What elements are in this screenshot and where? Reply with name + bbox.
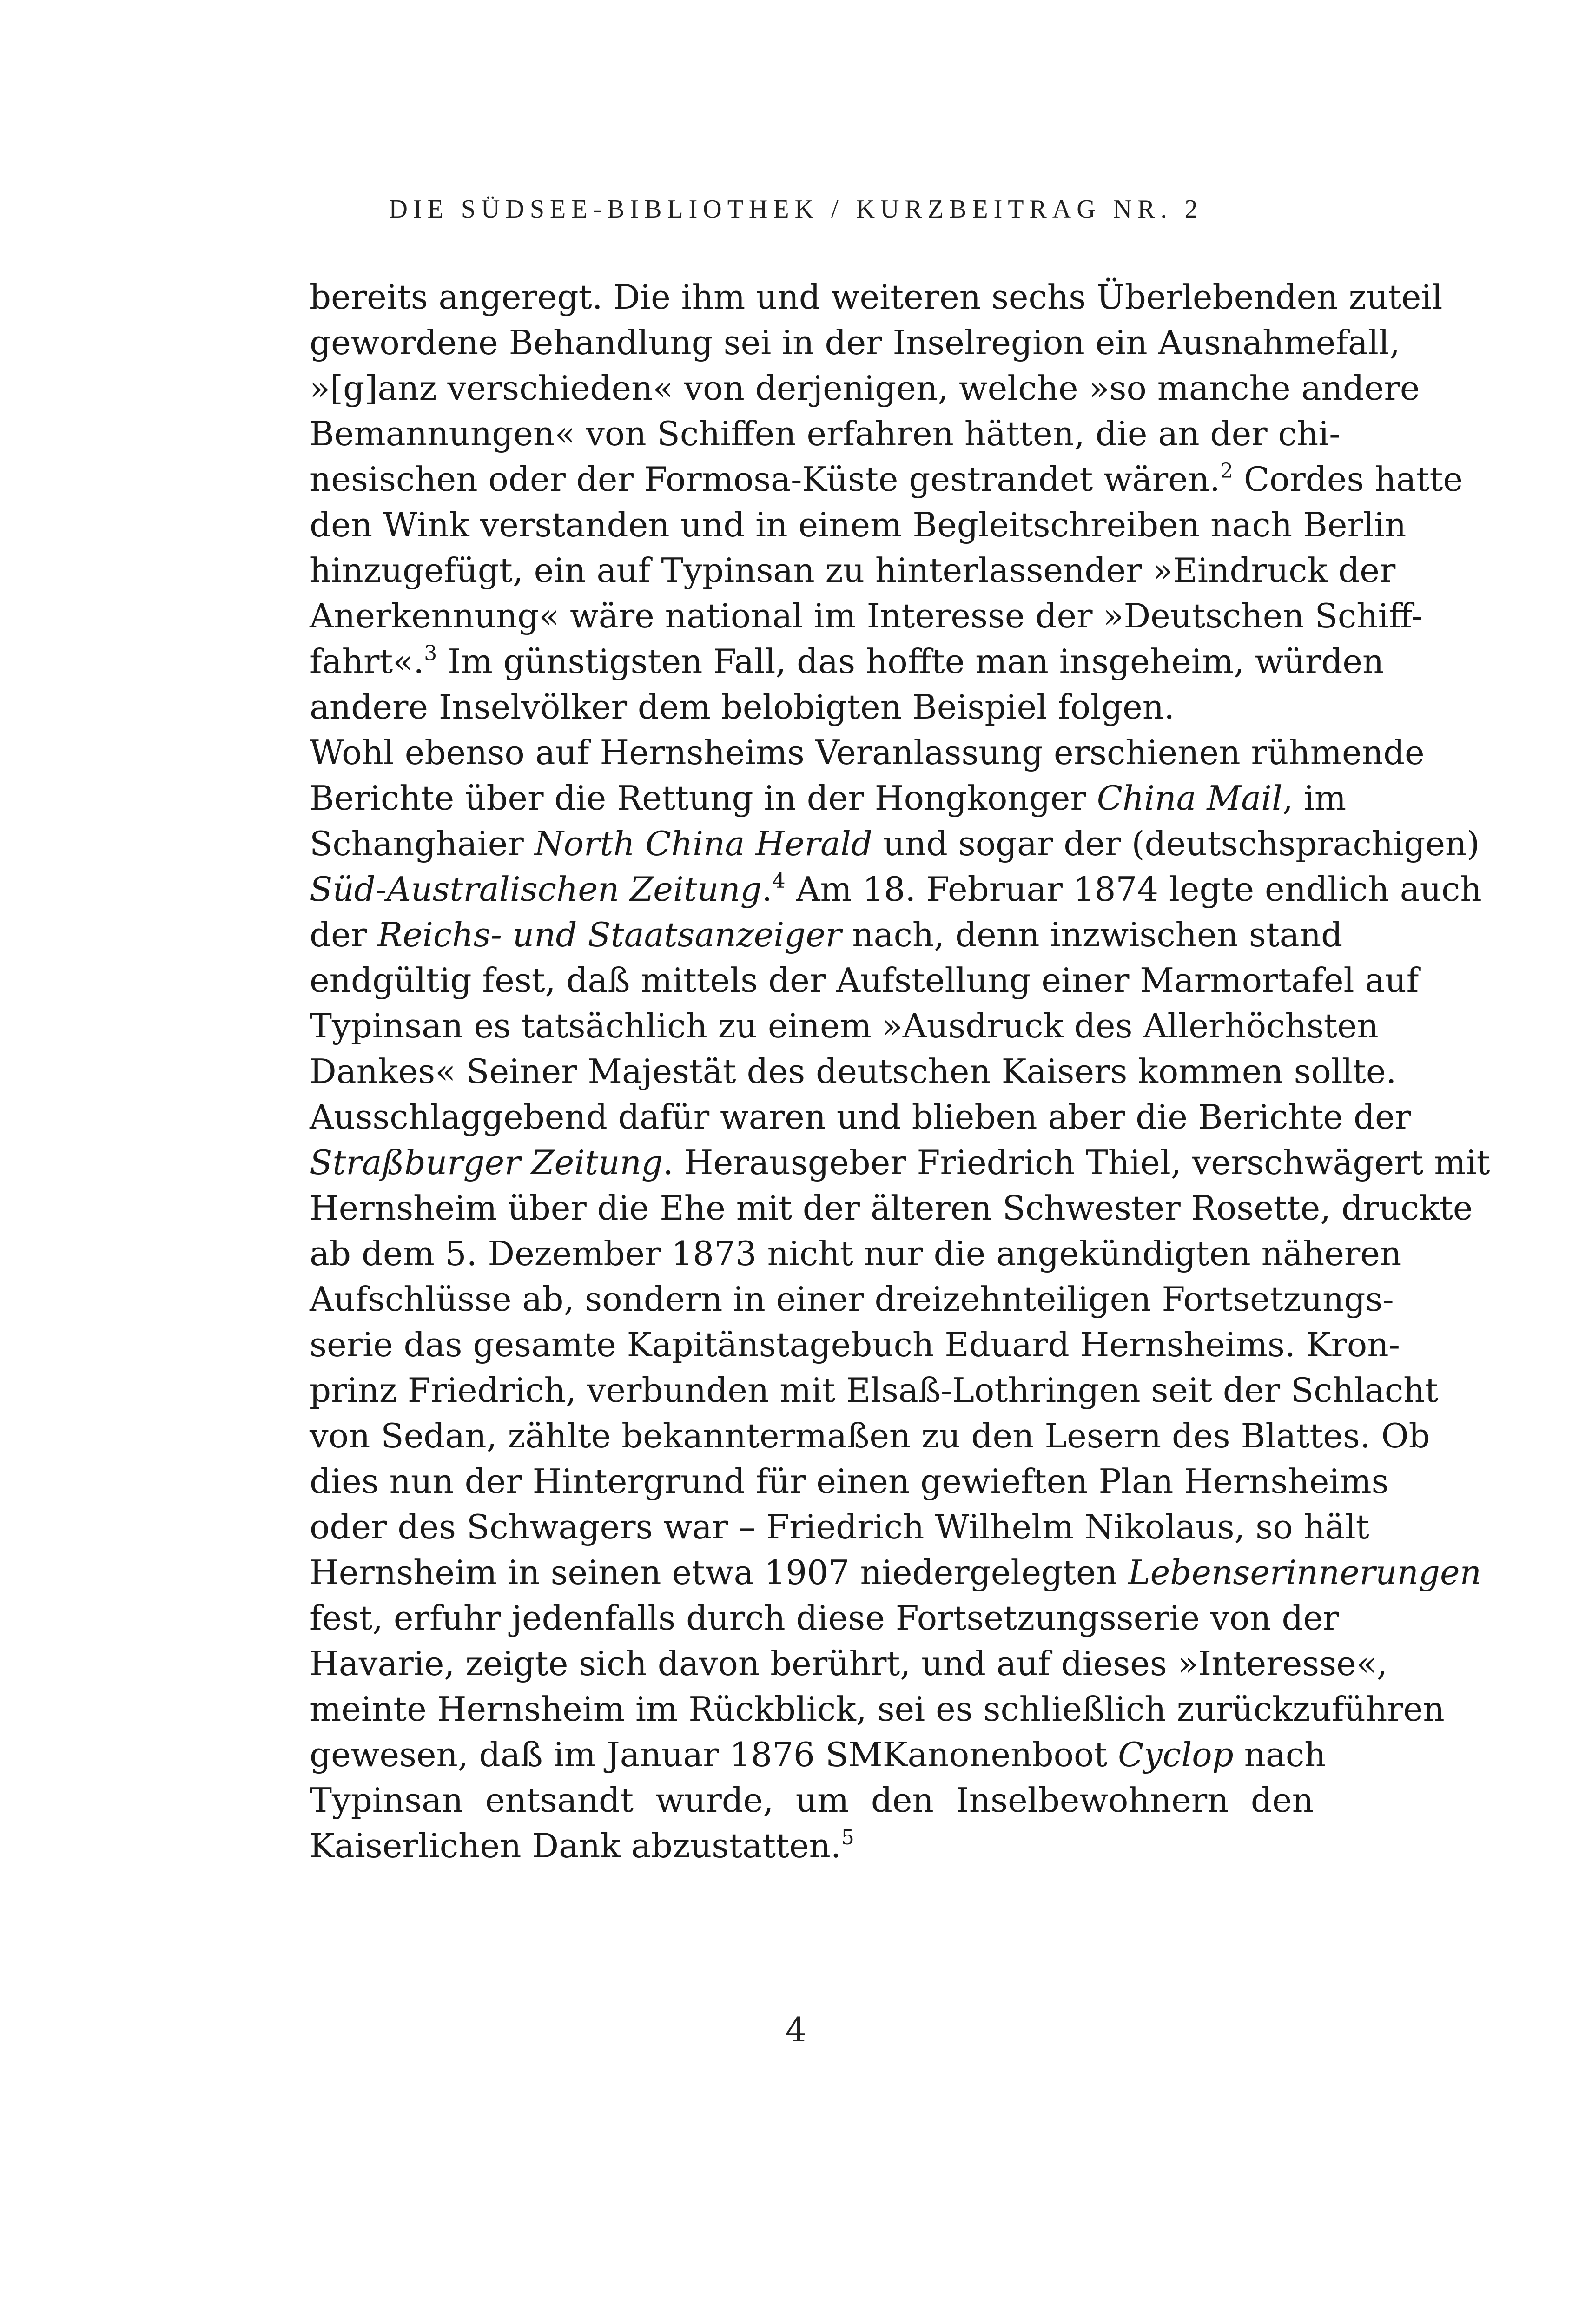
- text-line: [310, 365, 1420, 411]
- text-run: und sogar der (deutschsprachigen): [872, 824, 1480, 863]
- text-line: [310, 1367, 1439, 1413]
- text-line: [310, 1231, 1402, 1276]
- text-run: nesischen oder der Formosa-Küste gestrandet wären.: [310, 460, 1221, 499]
- footnote-marker: 4: [772, 869, 786, 893]
- text-line: [310, 411, 1341, 456]
- text-line: [310, 1322, 1400, 1367]
- text-line: [310, 274, 1443, 320]
- text-run: Dankes« Seiner Majestät des deutschen Kaisers kommen sollte.: [310, 1052, 1397, 1091]
- text-line: [310, 1276, 1394, 1322]
- text-line: [310, 1732, 1326, 1777]
- italic-title: Straßburger Zeitung: [310, 1143, 663, 1182]
- text-run: Im günstigsten Fall, das hoffte man insgeheim, würden: [437, 642, 1384, 681]
- italic-title: Lebenserinnerungen: [1128, 1553, 1481, 1592]
- text-run: hinzugefügt, ein auf Typinsan zu hinterlassender »Eindruck der: [310, 551, 1396, 590]
- text-run: Havarie, zeigte sich davon berührt, und auf dieses »Interesse«,: [310, 1644, 1387, 1683]
- text-run: Kaiserlichen Dank abzustatten.: [310, 1826, 841, 1865]
- text-run: andere Inselvölker dem belobigten Beispiel folgen.: [310, 687, 1175, 726]
- text-line: [310, 593, 1423, 639]
- text-run: nach, denn inzwischen stand: [841, 915, 1343, 954]
- italic-title: Reichs- und Staatsanzeiger: [377, 915, 842, 954]
- text-line: [310, 1003, 1379, 1049]
- text-run: Anerkennung« wäre national im Interesse der »Deutschen Schiff-: [310, 596, 1423, 635]
- text-run: fest, erfuhr jedenfalls durch diese Fortsetzungsserie von der: [310, 1598, 1339, 1637]
- text-run: gewesen, daß im Januar 1876 SMKanonenboot: [310, 1735, 1118, 1774]
- text-line: [310, 502, 1407, 548]
- text-line: [310, 1686, 1445, 1732]
- text-line: [310, 775, 1347, 821]
- text-line: [310, 1595, 1339, 1641]
- text-run: nach: [1233, 1735, 1326, 1774]
- text-line: [310, 639, 1384, 684]
- text-run: .: [761, 870, 773, 909]
- text-run: bereits angeregt. Die ihm und weiteren sechs Überlebenden zuteil: [310, 277, 1443, 317]
- text-line: [310, 1641, 1387, 1686]
- text-line: [310, 1550, 1481, 1595]
- text-line: [310, 1504, 1369, 1550]
- text-run: Ausschlaggebend dafür waren und blieben aber die Berichte der: [310, 1097, 1411, 1136]
- text-run: Bemannungen« von Schiffen erfahren hätten, die an der chi-: [310, 414, 1341, 453]
- text-run: prinz Friedrich, verbunden mit Elsaß-Lothringen seit der Schlacht: [310, 1371, 1439, 1410]
- italic-title: China Mail: [1097, 779, 1283, 818]
- text-run: Hernsheim in seinen etwa 1907 niedergelegten: [310, 1553, 1128, 1592]
- text-run: den Wink verstanden und in einem Begleitschreiben nach Berlin: [310, 505, 1407, 544]
- text-run: »[g]anz verschieden« von derjenigen, welche »so manche andere: [310, 369, 1420, 408]
- text-run: Am 18. Februar 1874 legte endlich auch: [785, 870, 1482, 909]
- text-run: Hernsheim über die Ehe mit der älteren Schwester Rosette, druckte: [310, 1188, 1473, 1228]
- text-run: ab dem 5. Dezember 1873 nicht nur die angekündigten näheren: [310, 1234, 1402, 1273]
- text-line: [310, 1459, 1389, 1504]
- text-line: [310, 957, 1419, 1003]
- text-line: [310, 912, 1343, 957]
- text-run: gewordene Behandlung sei in der Inselregion ein Ausnahmefall,: [310, 323, 1400, 362]
- text-run: Typinsan es tatsächlich zu einem »Ausdruck des Allerhöchsten: [310, 1006, 1379, 1045]
- text-run: der: [310, 915, 378, 954]
- text-line: [310, 1777, 1314, 1823]
- text-line: [310, 866, 1482, 912]
- italic-title: North China Herald: [534, 824, 873, 863]
- text-run: oder des Schwagers war – Friedrich Wilhelm Nikolaus, so hält: [310, 1507, 1369, 1546]
- text-run: Typinsan entsandt wurde, um den Inselbewohnern den: [310, 1781, 1314, 1820]
- text-run: von Sedan, zählte bekanntermaßen zu den Lesern des Blattes. Ob: [310, 1416, 1430, 1455]
- text-line: [310, 1094, 1411, 1140]
- text-run: Aufschlüsse ab, sondern in einer dreizehnteiligen Fortsetzungs-: [310, 1280, 1394, 1319]
- text-run: Cordes hatte: [1233, 460, 1463, 499]
- text-line: [310, 548, 1396, 593]
- text-run: meinte Hernsheim im Rückblick, sei es schließlich zurückzuführen: [310, 1690, 1445, 1729]
- footnote-marker: 5: [841, 1826, 854, 1849]
- footnote-marker: 2: [1220, 459, 1234, 483]
- text-line: [310, 456, 1463, 502]
- italic-title: Süd-Australischen Zeitung: [310, 870, 762, 909]
- text-run: . Herausgeber Friedrich Thiel, verschwägert mit: [663, 1143, 1490, 1182]
- text-line: [310, 1823, 1314, 1868]
- text-line: [310, 320, 1400, 365]
- italic-title: Cyclop: [1118, 1735, 1234, 1774]
- page-number: 4: [785, 2010, 807, 2049]
- footnote-marker: 3: [424, 641, 437, 665]
- running-head: DIE SÜDSEE-BIBLIOTHEK / KURZBEITRAG NR. 2: [389, 195, 1203, 224]
- text-run: fahrt«.: [310, 642, 424, 681]
- text-line: [310, 821, 1480, 866]
- text-line: [310, 1413, 1430, 1459]
- text-run: Schanghaier: [310, 824, 535, 863]
- text-run: endgültig fest, daß mittels der Aufstellung einer Marmortafel auf: [310, 961, 1419, 1000]
- text-line: [310, 730, 1425, 775]
- text-run: Wohl ebenso auf Hernsheims Veranlassung erschienen rühmende: [310, 733, 1425, 772]
- body-text: [310, 274, 1490, 1868]
- text-line: [310, 1049, 1397, 1094]
- text-line: [310, 684, 1314, 730]
- text-line: [310, 1185, 1473, 1231]
- text-run: dies nun der Hintergrund für einen gewieften Plan Hernsheims: [310, 1462, 1389, 1501]
- text-run: Berichte über die Rettung in der Hongkonger: [310, 779, 1097, 818]
- text-run: , im: [1282, 779, 1347, 818]
- text-line: [310, 1140, 1490, 1185]
- text-run: serie das gesamte Kapitänstagebuch Eduard Hernsheims. Kron-: [310, 1325, 1400, 1364]
